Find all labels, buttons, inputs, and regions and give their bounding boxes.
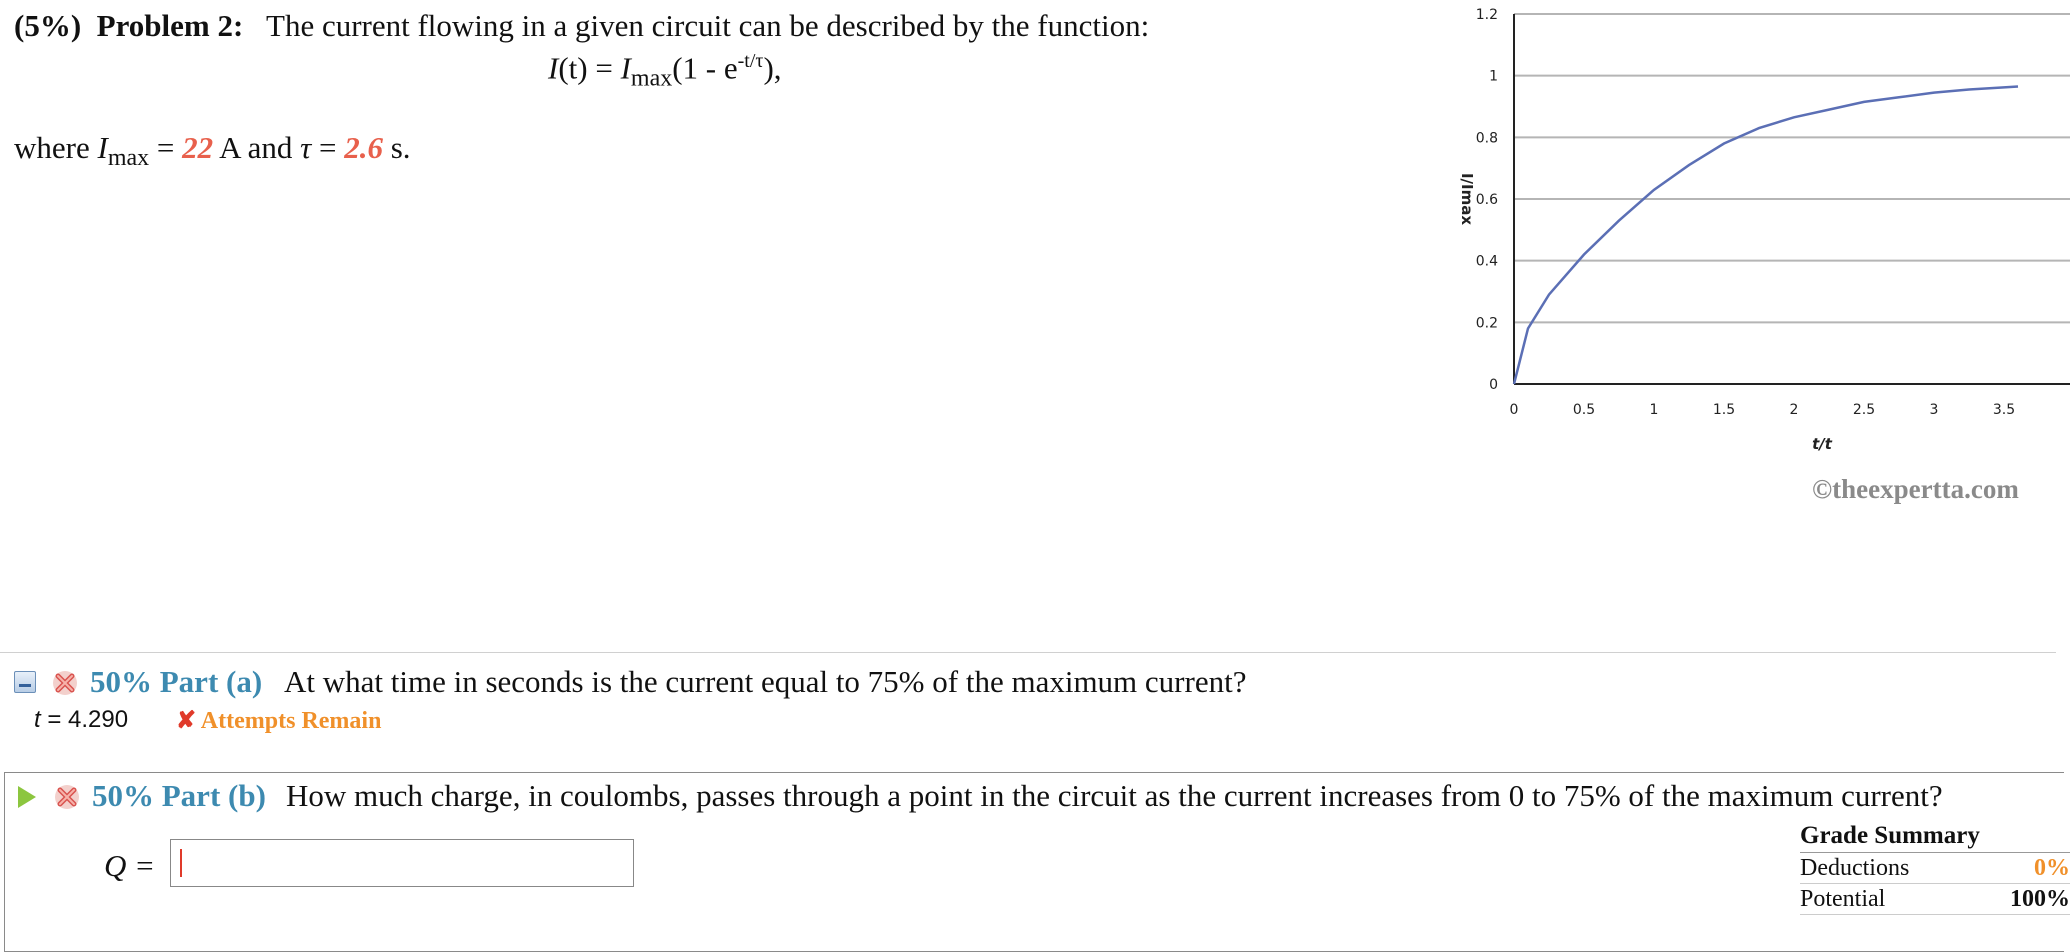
- part-a-label[interactable]: [90, 664, 262, 700]
- x-tick-label: 0: [1509, 402, 1519, 418]
- answer-var: t: [34, 706, 41, 733]
- watermark: ©theexpertta.com: [1812, 474, 2019, 504]
- current-chart: [1420, 0, 2056, 470]
- curve-line: [1514, 87, 2018, 385]
- y-tick-label: 0.6: [1475, 192, 1498, 208]
- attempts-status: [176, 706, 381, 735]
- grade-summary: [1800, 822, 2070, 915]
- part-a-answer: [34, 706, 128, 734]
- x-mark-icon: [54, 784, 80, 810]
- problem-title: Problem 2:: [96, 8, 244, 43]
- x-tick-label: 3: [1929, 402, 1939, 418]
- tau-unit: s.: [382, 130, 411, 165]
- problem-statement: The current flowing in a given circuit can be described by the function:: [266, 8, 1150, 43]
- y-axis-label: I/Imax: [1458, 172, 1476, 226]
- y-tick-label: 0.2: [1475, 315, 1498, 332]
- part-b-question: How much charge, in coulombs, passes through a point in the circuit as the current increases from 0 to 75% of the maximum current?: [286, 778, 1943, 813]
- charge-answer-input[interactable]: [170, 839, 634, 887]
- x-tick-label: 3.5: [1992, 402, 2016, 418]
- formula-equals: =: [587, 50, 621, 86]
- q-input-label: [104, 848, 155, 884]
- imax-unit: A and: [213, 130, 301, 165]
- grade-summary-title: Grade Summary: [1800, 822, 2070, 853]
- tau-var: τ: [300, 130, 312, 165]
- grade-row-deductions: [1800, 853, 2070, 884]
- problem-header: [14, 8, 1149, 44]
- x-tick-label: 0.5: [1572, 402, 1596, 418]
- x-tick-label: 1: [1649, 402, 1659, 418]
- part-a-weight: 50%: [90, 664, 152, 699]
- y-tick-label: 1.2: [1475, 7, 1498, 23]
- tau-value: 2.6: [344, 130, 383, 165]
- formula-paren-open: (1 - e: [672, 50, 738, 86]
- part-a-title: Part (a): [159, 664, 263, 699]
- potential-label: Potential: [1800, 885, 1886, 912]
- part-b-label[interactable]: [92, 778, 266, 814]
- where-prefix: where: [14, 130, 98, 165]
- q-eq: =: [126, 848, 156, 883]
- where-eq1: =: [149, 130, 183, 165]
- formula-lhs-arg: (t): [558, 50, 588, 86]
- formula-imax-sub: max: [630, 65, 673, 92]
- deductions-label: Deductions: [1800, 854, 1910, 881]
- where-eq2: =: [311, 130, 345, 165]
- current-formula: [548, 50, 782, 93]
- problem-weight: (5%): [14, 8, 82, 43]
- text-caret: [180, 849, 182, 877]
- y-tick-label: 0.4: [1475, 253, 1498, 270]
- part-a-question: At what time in seconds is the current equal to 75% of the maximum current?: [284, 664, 1247, 699]
- given-values: [14, 130, 411, 172]
- y-tick-label: 1: [1489, 68, 1498, 85]
- y-tick-label: 0: [1489, 377, 1498, 393]
- imax-value: 22: [182, 130, 214, 165]
- formula-lhs-var: I: [548, 50, 559, 86]
- attempts-text: Attempts Remain: [200, 708, 382, 734]
- part-b-weight: 50%: [92, 778, 154, 813]
- play-icon[interactable]: [18, 786, 36, 808]
- part-b-title: Part (b): [161, 778, 266, 813]
- potential-value: 100%: [2010, 885, 2070, 912]
- where-imax-var: I: [97, 130, 108, 165]
- where-imax-sub: max: [107, 145, 150, 172]
- q-var: Q: [104, 848, 127, 883]
- x-tick-label: 1.5: [1712, 402, 1736, 418]
- formula-paren-close: ),: [763, 50, 782, 86]
- attempts-x-icon: ✘: [176, 708, 197, 734]
- deductions-value: 0%: [2034, 854, 2070, 881]
- x-axis-label: t/t: [1812, 435, 1832, 453]
- formula-exponent: -t/τ: [737, 50, 764, 72]
- x-tick-label: 2: [1789, 402, 1799, 418]
- grade-row-potential: [1800, 884, 2070, 915]
- answer-value: = 4.290: [40, 706, 129, 733]
- x-tick-label: 2.5: [1852, 402, 1876, 418]
- x-mark-icon: [52, 670, 78, 696]
- collapse-icon[interactable]: [14, 671, 36, 693]
- y-tick-label: 0.8: [1475, 130, 1498, 147]
- formula-imax-var: I: [620, 50, 631, 86]
